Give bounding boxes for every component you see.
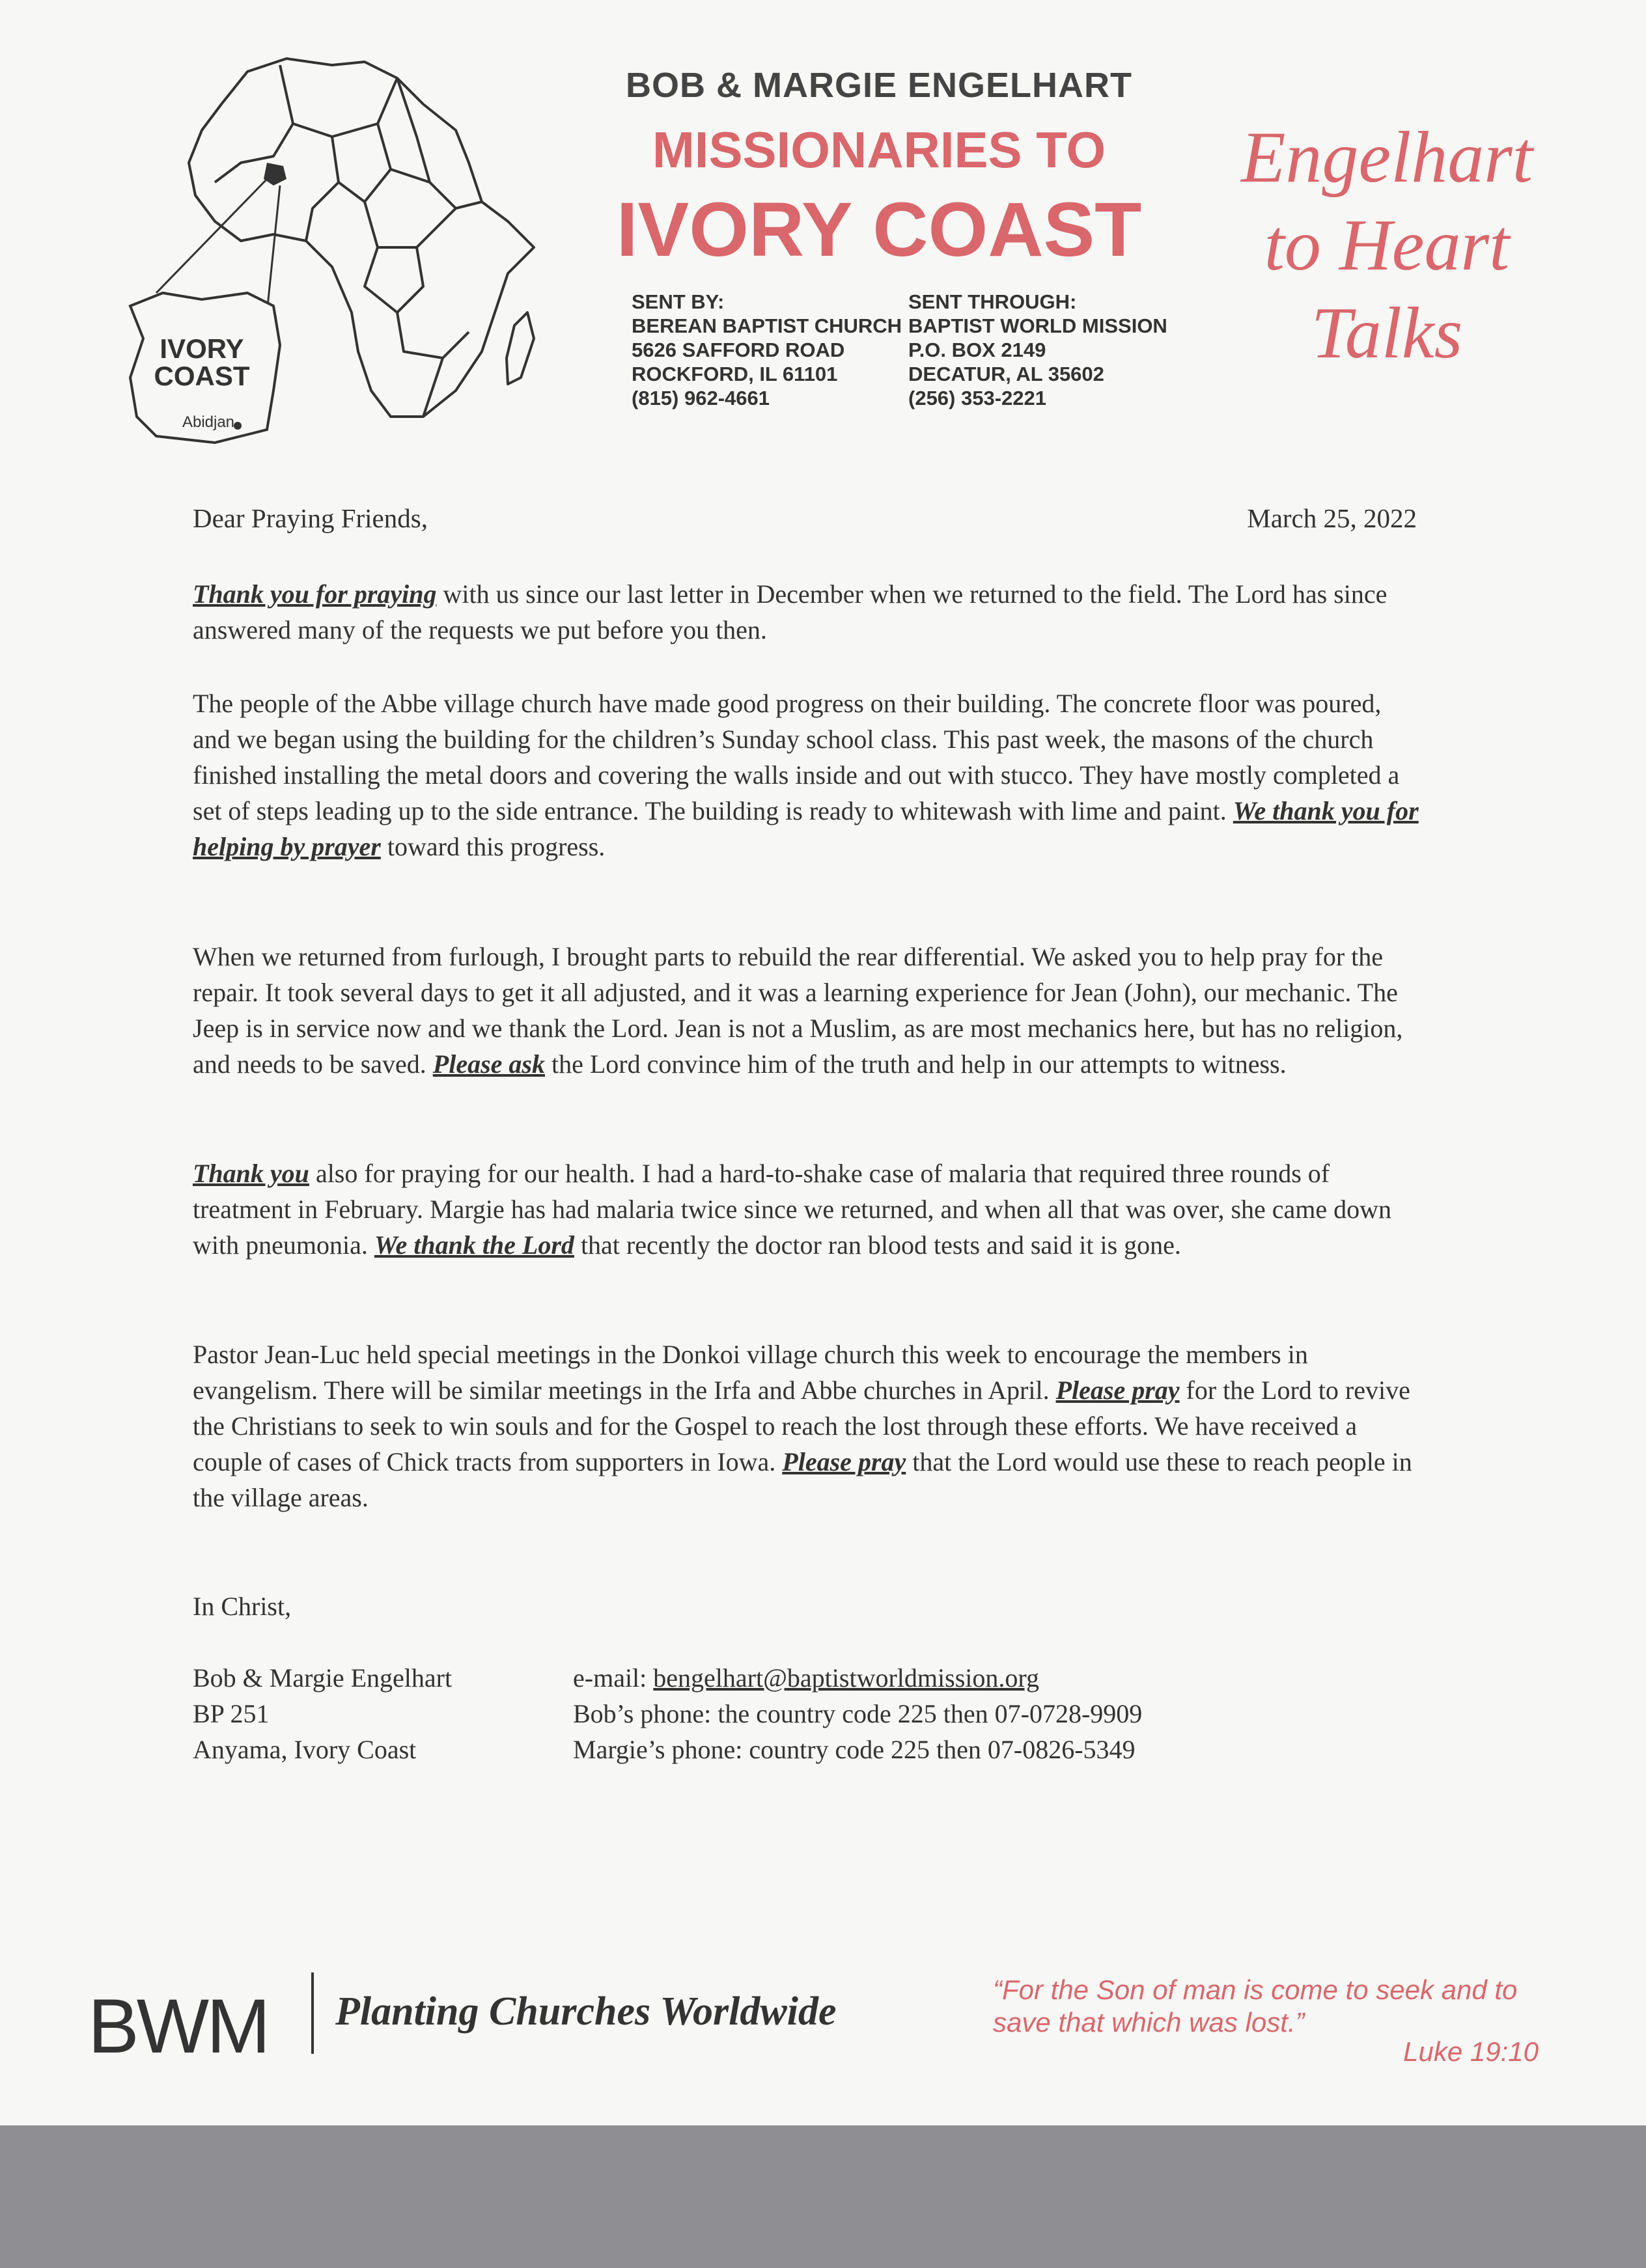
greeting: Dear Praying Friends, — [193, 503, 428, 533]
footer-quote: “For the Son of man is come to seek and to save that which was lost.” — [993, 1974, 1518, 2038]
africa-map — [117, 52, 547, 456]
bob-phone: Bob’s phone: the country code 225 then 07-0728-9909 — [573, 1699, 1143, 1728]
sent-through-line: SENT THROUGH: — [908, 290, 1077, 313]
emphasis: Please ask — [432, 1049, 545, 1079]
paragraph-text: with us since our last letter in December when we returned to the field. The Lord has since answered many of the requests we put before you then. — [193, 579, 1388, 644]
header-missionaries: MISSIONARIES TO — [652, 121, 1106, 178]
bwm-logo: BWM — [88, 1984, 268, 2069]
margie-phone: Margie’s phone: country code 225 then 07-0826-5349 — [573, 1735, 1136, 1764]
signature-line: Bob & Margie Engelhart — [193, 1663, 453, 1693]
signature-line: BP 251 — [193, 1699, 270, 1728]
sent-through-line: DECATUR, AL 35602 — [908, 363, 1104, 385]
paragraph-text: for the Lord to revive the Christians to seek to win souls and for the Gospel to reach the lost through these efforts. We have received a couple of cases of Chick tracts from supporters in Iowa. — [193, 1376, 1410, 1476]
paragraph-text: The people of the Abbe village church have made good progress on their building. The concrete floor was poured, and we began using the building for the children’s Sunday school class. This past week, the masons of the church finished installing the metal doors and covering the walls inside and out with stucco. They have mostly completed a set of steps leading up to the side entrance. The building is ready to whitewash with lime and paint. — [193, 689, 1400, 825]
email-label: e-mail: — [573, 1663, 654, 1693]
sent-by-line: ROCKFORD, IL 61101 — [632, 363, 838, 385]
paragraph-4 — [193, 1155, 1423, 1263]
email-link[interactable]: bengelhart@baptistworldmission.org — [653, 1663, 1039, 1693]
title-line: Talks — [1311, 293, 1463, 374]
title-line: Engelhart — [1241, 117, 1533, 198]
map-city: Abidjan — [182, 413, 235, 431]
contact-block — [573, 1660, 1142, 1767]
sent-through-block — [908, 290, 1167, 410]
map-label-line2: COAST — [154, 361, 250, 391]
paragraph-text: toward this progress. — [380, 832, 606, 861]
sent-through-line: BAPTIST WORLD MISSION — [908, 314, 1167, 337]
map-label-line1: IVORY — [160, 333, 244, 364]
signature-block — [193, 1660, 452, 1767]
title-line: to Heart — [1264, 205, 1510, 286]
bottom-band — [0, 2125, 1646, 2268]
paragraph-1 — [193, 576, 1423, 648]
emphasis: Please pray — [1055, 1376, 1180, 1405]
paragraph-5 — [193, 1336, 1423, 1515]
divider — [311, 1972, 314, 2054]
emphasis: Please pray — [782, 1447, 906, 1476]
paragraph-text: When we returned from furlough, I brought parts to rebuild the rear differential. We asked you to help pray for the repair. It took several days to get it all adjusted, and it was a learning experience for Jean (John), our mechanic. The Jeep is in service now and we thank the Lord. Jean is not a Muslim, as are most mechanics here, but has no religion, and needs to be saved. — [193, 942, 1403, 1079]
sent-by-block — [632, 290, 902, 410]
signature-line: Anyama, Ivory Coast — [193, 1735, 417, 1764]
paragraph-2 — [193, 685, 1423, 864]
paragraph-3 — [193, 939, 1423, 1082]
paragraph-text: Pastor Jean-Luc held special meetings in the Donkoi village church this week to encourage the members in evangelism. There will be similar meetings in the Irfa and Abbe churches in April. — [193, 1340, 1308, 1405]
paragraph-text: also for praying for our health. I had a hard-to-shake case of malaria that required three rounds of treatment in February. Margie has had malaria twice since we returned, and when all that was over, she came down with pneumonia. — [193, 1159, 1392, 1260]
newsletter-title — [1205, 114, 1569, 378]
emphasis: We thank you for helping by prayer — [193, 796, 1419, 861]
sent-by-line: 5626 SAFFORD ROAD — [632, 339, 845, 361]
emphasis: We thank the Lord — [374, 1230, 574, 1260]
letter-date: March 25, 2022 — [1247, 503, 1417, 533]
header-names: BOB & MARGIE ENGELHART — [626, 66, 1132, 105]
sent-by-line: (815) 962-4661 — [632, 387, 770, 409]
footer-reference: Luke 19:10 — [1403, 2036, 1539, 2067]
emphasis: Thank you for praying — [193, 579, 437, 609]
footer-tagline: Planting Churches Worldwide — [335, 1989, 837, 2034]
header-country: IVORY COAST — [616, 187, 1142, 273]
sent-through-line: P.O. BOX 2149 — [908, 339, 1046, 361]
paragraph-text: the Lord convince him of the truth and help in our attempts to witness. — [544, 1049, 1287, 1079]
closing: In Christ, — [193, 1592, 292, 1621]
sent-through-line: (256) 353-2221 — [908, 387, 1046, 409]
emphasis: Thank you — [193, 1159, 309, 1188]
sent-by-line: BEREAN BAPTIST CHURCH — [632, 314, 902, 337]
paragraph-text: that the Lord would use these to reach people in the village areas. — [193, 1447, 1412, 1512]
sent-by-line: SENT BY: — [632, 290, 725, 313]
paragraph-text: that recently the doctor ran blood tests and said it is gone. — [574, 1230, 1181, 1260]
